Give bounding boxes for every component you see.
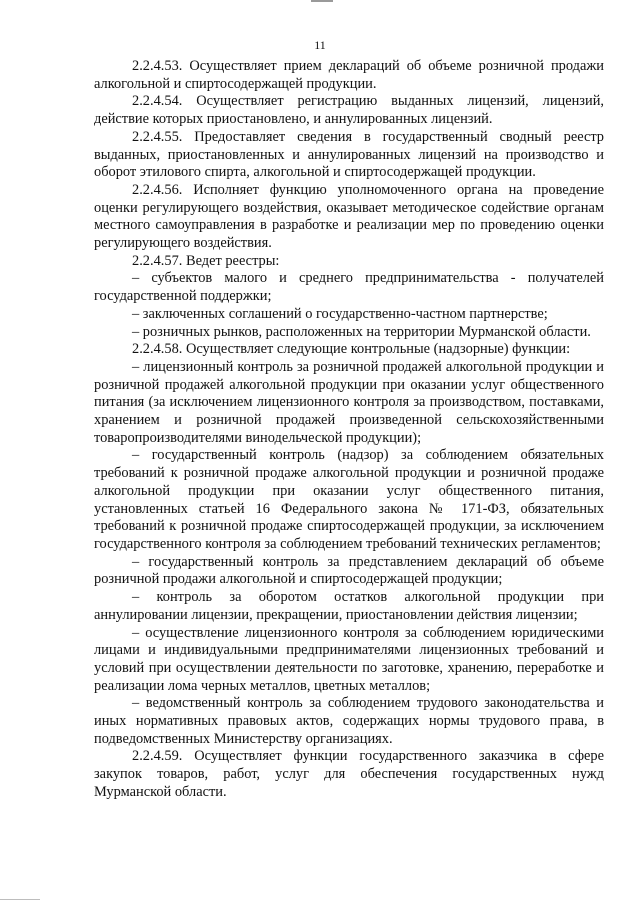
list-item: – государственный контроль за представлением деклараций об объеме розничной продажи алкогольной и спиртосодержащей продукции;	[94, 553, 604, 588]
clause-2-2-4-58: 2.2.4.58. Осуществляет следующие контрольные (надзорные) функции:	[132, 341, 571, 358]
clause-2-2-4-54: 2.2.4.54. Осуществляет регистрацию выданных лицензий, лицензий, действие которых приостановлено, и аннулированных лицензий.	[94, 93, 604, 128]
clause-2-2-4-55: 2.2.4.55. Предоставляет сведения в государственный сводный реестр выданных, приостановленных и аннулированных лицензий на производство и оборот этилового спирта, алкогольной и спиртосодержащей продукции.	[94, 128, 604, 181]
list-item: – ведомственный контроль за соблюдением трудового законодательства и иных нормативных правовых актов, содержащих нормы трудового права, в подведомственных Министерству организациях.	[94, 695, 604, 747]
list-item: – осуществление лицензионного контроля за соблюдением юридическими лицами и индивидуальными предпринимателями лицензионных требований и условий при осуществлении деятельности по заготовке, хранению, переработке и реализации лома черных металлов, цветных металлов;	[94, 624, 604, 694]
clause-2-2-4-57: 2.2.4.57. Ведет реестры:	[132, 252, 280, 269]
bottom-scan-mark	[0, 899, 40, 900]
list-item: – контроль за оборотом остатков алкогольной продукции при аннулировании лицензии, прекращении, приостановлении действия лицензии;	[94, 589, 604, 623]
list-item: – лицензионный контроль за розничной продажей алкогольной продукции и розничной продажей алкогольной продукции при оказании услуг общественного питания (за исключением лицензионного контроля за производством, поставками, хранением и розничной продажей произведенной сельскохозяйственными товаропроизводителями винодельческой продукции);	[94, 358, 604, 446]
list-item: – субъектов малого и среднего предпринимательства - получателей государственной поддержки;	[94, 270, 604, 305]
page-number: 11	[314, 38, 326, 52]
clause-2-2-4-56: 2.2.4.56. Исполняет функцию уполномоченного органа на проведение оценки регулирующего воздействия, оказывает методическое содействие органам местного самоуправления в разработке и реализации мер по проведению оценки регулирующего воздействия.	[94, 181, 604, 252]
top-scan-mark	[311, 0, 333, 2]
list-item: – заключенных соглашений о государственно-частном партнерстве;	[132, 305, 548, 322]
document-body	[94, 58, 604, 802]
clause-2-2-4-53: 2.2.4.53. Осуществляет прием деклараций об объеме розничной продажи алкогольной и спиртосодержащей продукции.	[94, 58, 604, 92]
clause-2-2-4-59: 2.2.4.59. Осуществляет функции государственного заказчика в сфере закупок товаров, работ, услуг для обеспечения государственных нужд Мурманской области.	[94, 748, 604, 800]
list-item: – розничных рынков, расположенных на территории Мурманской области.	[132, 323, 591, 340]
list-item: – государственный контроль (надзор) за соблюдением обязательных требований к розничной продаже алкогольной продукции и розничной продаже алкогольной продукции при оказании услуг общественного питания, установленных статьей 16 Федерального закона № 171-ФЗ, обязательных требований к розничной продаже спиртосодержащей продукции, за исключением государственного контроля за соблюдением требований технических регламентов;	[94, 447, 604, 552]
